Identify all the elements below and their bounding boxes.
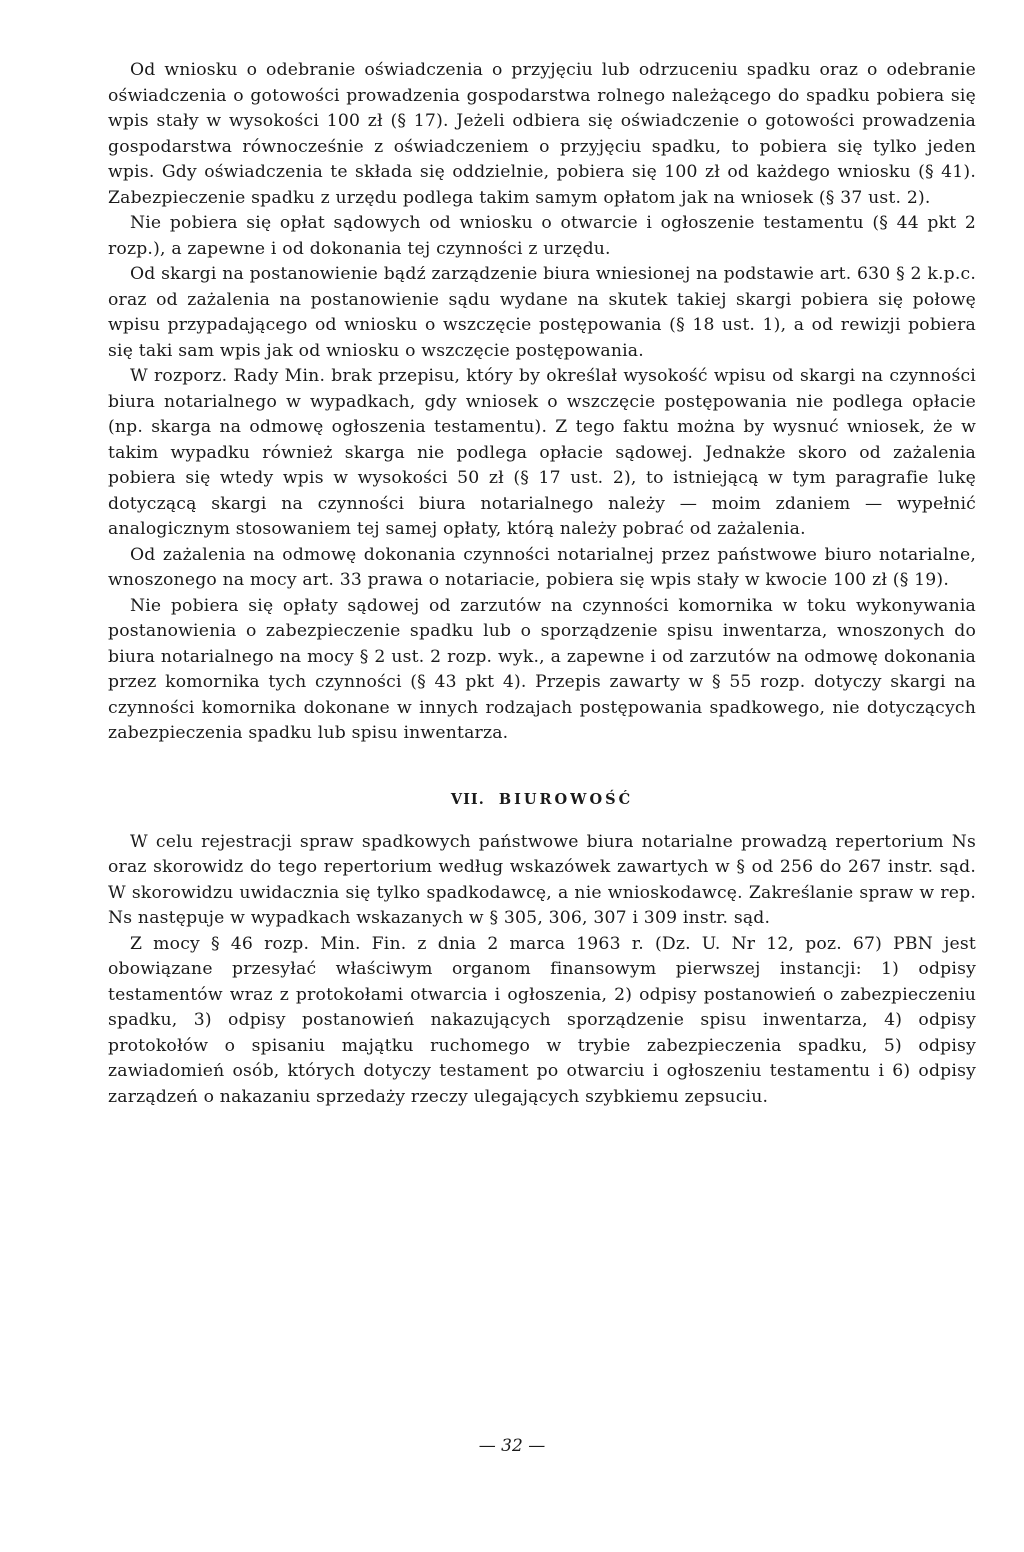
paragraph-complaint-fees: Od skargi na postanowienie bądź zarządzenie biura wniesionej na podstawie art. 630 § 2 k.p.c. oraz od zażalenia na postanowienie sądu wydane na skutek takiej skargi pobiera się połowę wpisu przypadającego od wniosku o wszczęcie postępowania (§ 18 ust. 1), a od rewizji pobiera się taki sam wpis jak od wniosku o wszczęcie postępowania. [108,264,976,361]
section-heading [108,791,976,808]
paragraph-missing-provision: W rozporz. Rady Min. brak przepisu, który by określał wysokość wpisu od skargi na czynności biura notarialnego w wypadkach, gdy wniosek o wszczęcie postępowania nie podlega opłacie (np. skarga na odmowę ogłoszenia testamentu). Z tego faktu można by wysnuć wniosek, że w takim wypadku również skarga nie podlega opłacie sądowej. Jednakże skoro od zażalenia pobiera się wtedy wpis w wysokości 50 zł (§ 17 ust. 2), to istniejącą w tym paragrafie lukę dotyczącą skargi na czynności biura notarialnego należy — moim zdaniem — wypełnić analogicznym stosowaniem tej samej opłaty, którą należy pobrać od zażalenia. [108,366,976,539]
section-title: BIUROWOŚĆ [498,790,634,808]
paragraph-testament-opening-fees: Nie pobiera się opłat sądowych od wniosku o otwarcie i ogłoszenie testamentu (§ 44 pkt 2 rozp.), a zapewne i od dokonania tej czynności z urzędu. [108,213,976,259]
page-number: — 32 — [478,1436,546,1456]
paragraph-inheritance-declaration-fees: Od wniosku o odebranie oświadczenia o przyjęciu lub odrzuceniu spadku oraz o odebranie oświadczenia o gotowości prowadzenia gospodarstwa rolnego należącego do spadku pobiera się wpis stały w wysokości 100 zł (§ 17). Jeżeli odbiera się oświadczenie o gotowości prowadzenia gospodarstwa równocześnie z oświadczeniem o przyjęciu spadku, to pobiera się tylko jeden wpis. Gdy oświadczenia te składa się oddzielnie, pobiera się 100 zł od każdego wniosku (§ 41). Zabezpieczenie spadku z urzędu podlega takim samym opłatom jak na wniosek (§ 37 ust. 2). [108,60,976,208]
paragraph-registration: W celu rejestracji spraw spadkowych państwowe biura notarialne prowadzą repertorium Ns oraz skorowidz do tego repertorium według wskazówek zawartych w § od 256 do 267 instr. sąd. W skorowidzu uwidacznia się tylko spadkodawcę, a nie wnioskodawcę. Zakreślanie spraw w rep. Ns następuje w wypadkach wskazanych w § 305, 306, 307 i 309 instr. sąd. [108,831,976,928]
paragraph-notarial-refusal-fees: Od zażalenia na odmowę dokonania czynności notarialnej przez państwowe biuro notarialne, wnoszonego na mocy art. 33 prawa o notariacie, pobiera się wpis stały w kwocie 100 zł (§ 19). [108,544,976,590]
section-number: VII. [450,790,485,808]
page-body [108,58,976,1110]
paragraph-financial-obligations: Z mocy § 46 rozp. Min. Fin. z dnia 2 marca 1963 r. (Dz. U. Nr 12, poz. 67) PBN jest obowiązane przesyłać właściwym organom finansowym pierwszej instancji: 1) odpisy testamentów wraz z protokołami otwarcia i ogłoszenia, 2) odpisy postanowień o zabezpieczeniu spadku, 3) odpisy postanowień nakazujących sporządzenie spisu inwentarza, 4) odpisy protokołów o spisaniu majątku ruchomego w trybie zabezpieczenia spadku, 5) odpisy zawiadomień osób, których dotyczy testament po otwarciu i ogłoszeniu testamentu i 6) odpisy zarządzeń o nakazaniu sprzedaży rzeczy ulegających szybkiemu zepsuciu. [108,933,976,1107]
paragraph-bailiff-objections: Nie pobiera się opłaty sądowej od zarzutów na czynności komornika w toku wykonywania postanowienia o zabezpieczenie spadku lub o sporządzenie spisu inwentarza, wnoszonych do biura notarialnego na mocy § 2 ust. 2 rozp. wyk., a zapewne i od zarzutów na odmowę dokonania przez komornika tych czynności (§ 43 pkt 4). Przepis zawarty w § 55 rozp. dotyczy skargi na czynności komornika dokonane w innych rodzajach postępowania spadkowego, nie dotyczących zabezpieczenia spadku lub spisu inwentarza. [108,595,976,743]
